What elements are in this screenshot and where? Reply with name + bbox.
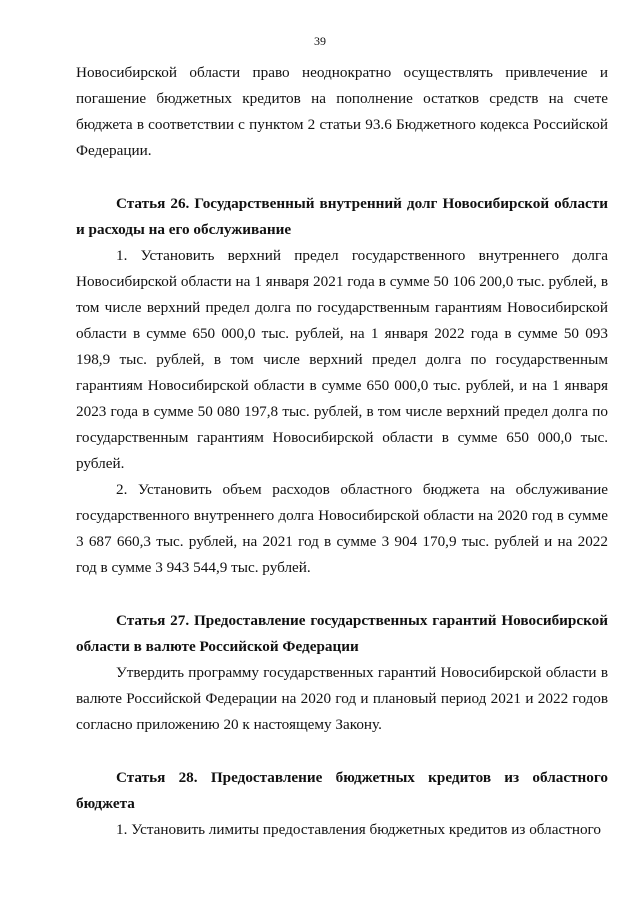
document-body — [76, 60, 608, 843]
article-27-paragraph: Утвердить программу государственных гарантий Новосибирской области в валюте Российской Федерации на 2020 год и плановый период 2021 и 2022 годов согласно приложению 20 к настоящему Закону. — [76, 664, 608, 733]
page-number: 39 — [314, 34, 326, 48]
article-28-heading: Статья 28. Предоставление бюджетных кредитов из областного бюджета — [76, 769, 608, 812]
article-26-heading: Статья 26. Государственный внутренний долг Новосибирской области и расходы на его обслуживание — [76, 195, 608, 238]
article-27-heading: Статья 27. Предоставление государственных гарантий Новосибирской области в валюте Российской Федерации — [76, 612, 608, 655]
article-26-paragraph-2: 2. Установить объем расходов областного бюджета на обслуживание государственного внутреннего долга Новосибирской области на 2020 год в сумме 3 687 660,3 тыс. рублей, на 2021 год в сумме 3 904 170,9 тыс. рублей и на 2022 год в сумме 3 943 544,9 тыс. рублей. — [76, 481, 608, 576]
section-gap — [76, 581, 608, 608]
section-gap — [76, 738, 608, 765]
article-28-paragraph-1: 1. Установить лимиты предоставления бюджетных кредитов из областного — [116, 821, 601, 838]
article-26-paragraph-1: 1. Установить верхний предел государственного внутреннего долга Новосибирской области на 1 января 2021 года в сумме 50 106 200,0 тыс. рублей, в том числе верхний предел долга по государственным гарантиям Новосибирской области в сумме 650 000,0 тыс. рублей, на 1 января 2022 года в сумме 50 093 198,9 тыс. рублей, в том числе верхний предел долга по государственным гарантиям Новосибирской области в сумме 650 000,0 тыс. рублей, и на 1 января 2023 года в сумме 50 080 197,8 тыс. рублей, в том числе верхний предел долга по государственным гарантиям Новосибирской области в сумме 650 000,0 тыс. рублей. — [76, 247, 608, 472]
section-gap — [76, 164, 608, 191]
paragraph-continuation: Новосибирской области право неоднократно осуществлять привлечение и погашение бюджетных кредитов на пополнение остатков средств на счете бюджета в соответствии с пунктом 2 статьи 93.6 Бюджетного кодекса Российской Федерации. — [76, 64, 608, 159]
